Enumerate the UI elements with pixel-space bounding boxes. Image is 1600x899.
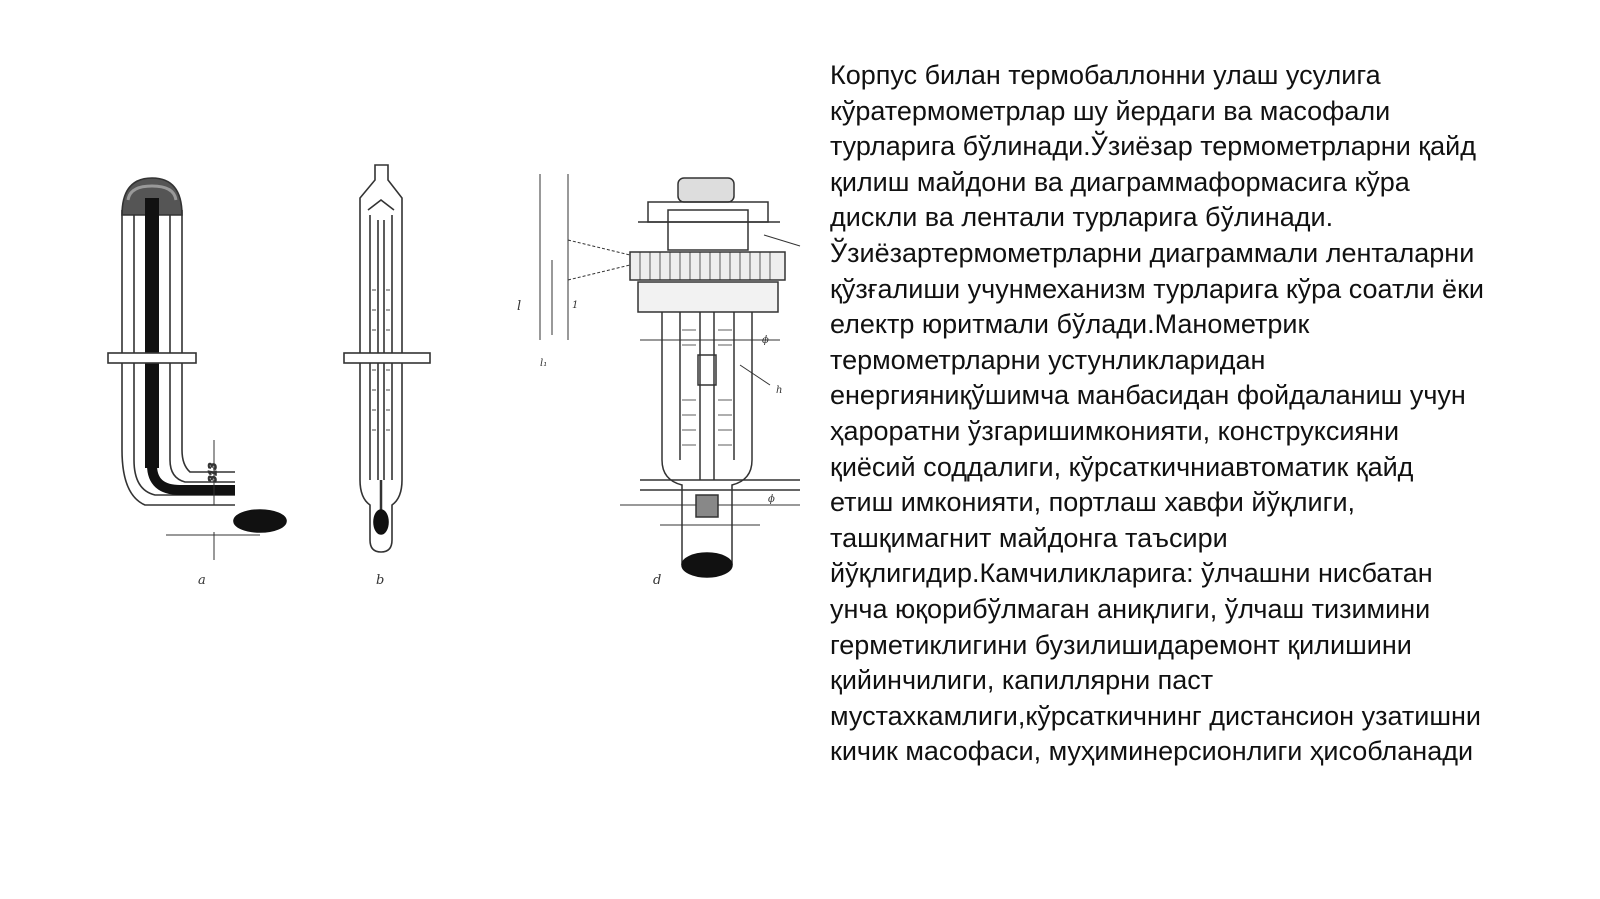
text-line: қўзғалиши учунмеханизм турларига кўра соатли ёки (830, 273, 1484, 304)
label-a: a (198, 573, 206, 588)
text-line: етиш имконияти, портлаш хавфи йўқлиги, (830, 487, 1356, 518)
pointer-label: h (776, 385, 783, 396)
text-line: електр юритмали бўлади.Манометрик (830, 309, 1310, 340)
dim-d-top-label: ϕ (762, 335, 769, 346)
text-line: мустахкамлиги,кўрсаткичнинг дистансион узатишни (830, 700, 1481, 731)
text-line: қилиш майдони ва диаграммаформасига кўра (830, 166, 1410, 197)
text-line: енергияниқўшимча манбасидан фойдаланиш учун (830, 380, 1466, 411)
text-line: кичик масофаси, муҳиминерсионлиги ҳисобланади (830, 736, 1474, 767)
thermometer-d (540, 174, 800, 577)
dim-bottom-label: l₁ (540, 358, 548, 369)
text-line: қиёсий соддалиги, кўрсаткичниавтоматик қайд (830, 451, 1414, 482)
text-line: унча юқорибўлмаган аниқлиги, ўлчаш тизимини (830, 593, 1431, 624)
dim-elbow-label: 313 (208, 462, 219, 482)
text-line: йўқлигидир.Камчиликларига: ўлчашни нисбатан (830, 558, 1433, 589)
text-line: турларига бўлинади.Ўзиёзар термометрларни қайд (830, 131, 1476, 162)
text-line: термометрларни устунликларидан (830, 344, 1266, 375)
thermometer-figure (100, 160, 820, 610)
text-line: ҳароратни ўзгаришимконияти, конструксияни (830, 415, 1400, 446)
text-line: Корпус билан термобаллонни улаш усулига (830, 60, 1381, 90)
dim-side-label: l (517, 299, 522, 314)
thermometer-a-bulb (234, 510, 286, 532)
label-b: b (376, 573, 385, 588)
text-line: ташқимагнит майдонга таъсири (830, 522, 1228, 553)
thermometer-b (344, 165, 430, 552)
text-line: кўратермометрлар шу йердаги ва масофали (830, 95, 1391, 126)
body-paragraph (830, 58, 1585, 770)
text-line: Ўзиёзартермометрларни диаграммали ленталарни (830, 237, 1475, 268)
text-line: герметиклигини бузилишидаремонт қилишини (830, 629, 1412, 660)
thermometer-d-bulb (682, 553, 732, 577)
dim-side2-label: 1 (572, 300, 579, 311)
thermometer-b-bulb (374, 510, 388, 534)
label-d: d (653, 573, 662, 588)
dim-d-bottom-label: ϕ (768, 494, 775, 505)
thermometer-a (108, 178, 286, 560)
text-line: қийинчилиги, капиллярни паст (830, 665, 1214, 696)
text-line: дискли ва лентали турларига бўлинади. (830, 202, 1334, 233)
thermometer-drawings (100, 160, 820, 610)
